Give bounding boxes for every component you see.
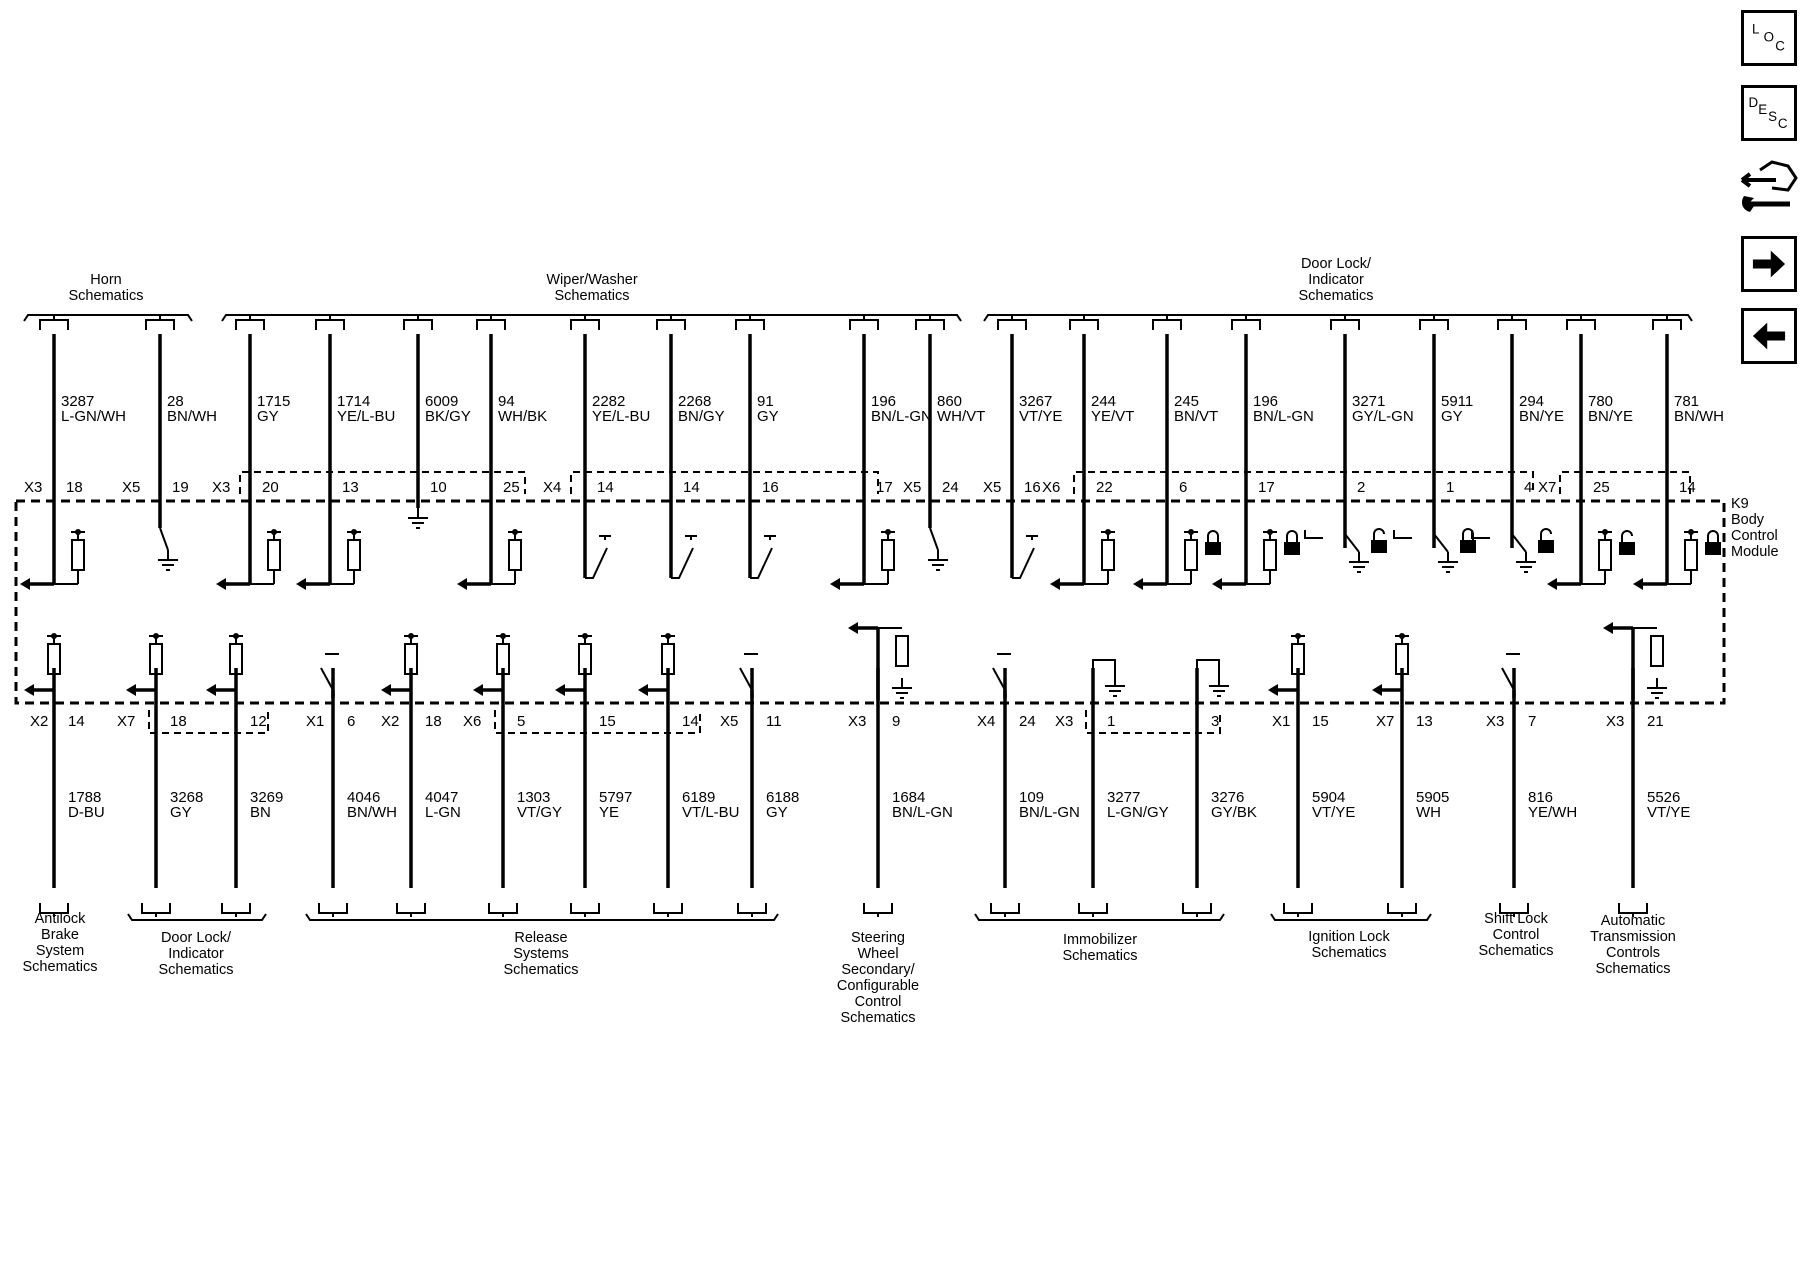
circuit-number: 860 — [937, 393, 963, 410]
circuit-number: 1715 — [257, 393, 291, 410]
bottom-group-label: Transmission — [1590, 929, 1676, 945]
circuit-number: 2268 — [678, 393, 712, 410]
pin-number: 18 — [170, 713, 187, 730]
bottom-group-label: Systems — [513, 946, 569, 962]
bottom-wire — [991, 654, 1080, 917]
wire-color: BN/L-GN — [1253, 408, 1314, 425]
circuit-number: 816 — [1528, 789, 1554, 806]
pin-number: 1 — [1107, 713, 1116, 730]
top-connector-label: X7 — [1538, 479, 1557, 496]
top-connector-label: X3 — [212, 479, 231, 496]
pin-number: 15 — [1312, 713, 1329, 730]
circuit-number: 3267 — [1019, 393, 1053, 410]
wire-color: YE/WH — [1528, 804, 1578, 821]
bottom-group-label: Release — [514, 930, 568, 946]
wire-color: BN/WH — [347, 804, 397, 821]
module-label-line: Control — [1731, 528, 1778, 544]
bottom-wire — [206, 633, 283, 917]
bottom-wire — [126, 633, 203, 917]
bottom-group-label: Schematics — [1478, 943, 1554, 959]
module-label-line: K9 — [1731, 496, 1749, 512]
top-wire — [1547, 316, 1635, 590]
pin-number: 14 — [1679, 479, 1696, 496]
wire-color: BN/VT — [1174, 408, 1219, 425]
circuit-number: 5526 — [1647, 789, 1681, 806]
module-label-line: Body — [1731, 512, 1765, 528]
top-wire — [1133, 316, 1221, 590]
top-wire — [296, 316, 395, 590]
pin-number: 24 — [1019, 713, 1036, 730]
bottom-connector-labels — [30, 713, 1624, 730]
pin-number: 11 — [766, 713, 782, 730]
top-connector-label: X5 — [122, 479, 141, 496]
circuit-number: 6189 — [682, 789, 716, 806]
top-wire — [736, 316, 779, 578]
bottom-group-label: Schematics — [158, 962, 234, 978]
wire-color: GY — [170, 804, 192, 821]
pin-number: 4 — [1524, 479, 1533, 496]
pin-number: 2 — [1357, 479, 1366, 496]
pin-number: 19 — [172, 479, 189, 496]
wire-color: BN/WH — [1674, 408, 1724, 425]
pin-number: 14 — [68, 713, 85, 730]
pin-number: 21 — [1647, 713, 1664, 730]
wire-color: BN/L-GN — [892, 804, 953, 821]
pin-number: 5 — [517, 713, 526, 730]
bottom-wire — [1268, 633, 1355, 917]
wire-color: VT/L-BU — [682, 804, 740, 821]
bottom-group-label: Wheel — [857, 946, 899, 962]
bottom-group-label: Control — [1492, 927, 1540, 943]
pin-number: 13 — [342, 479, 359, 496]
pin-number: 14 — [597, 479, 614, 496]
circuit-number: 1684 — [892, 789, 926, 806]
connector-wrench-icon — [1738, 152, 1800, 224]
arrow-right-icon — [1744, 239, 1794, 289]
top-connector-label: X5 — [903, 479, 922, 496]
bottom-connector-label: X1 — [1272, 713, 1291, 730]
pin-number: 15 — [599, 713, 616, 730]
top-wire — [916, 316, 985, 570]
circuit-number: 91 — [757, 393, 774, 410]
top-wire — [146, 316, 217, 570]
wire-color: YE/VT — [1091, 408, 1135, 425]
circuit-number: 5905 — [1416, 789, 1450, 806]
pin-number: 10 — [430, 479, 447, 496]
wire-color: YE — [599, 804, 620, 821]
bottom-wire — [1079, 660, 1169, 917]
wire-color: YE/L-BU — [592, 408, 651, 425]
top-wire — [20, 316, 126, 590]
circuit-number: 3271 — [1352, 393, 1386, 410]
circuit-number: 1714 — [337, 393, 371, 410]
bottom-connector-label: X3 — [1055, 713, 1074, 730]
arrow-left-icon — [1744, 311, 1794, 361]
wire-color: GY/L-GN — [1352, 408, 1414, 425]
bottom-group-label: Antilock — [34, 911, 86, 927]
connector-info-button[interactable] — [1738, 152, 1800, 224]
circuit-number: 3276 — [1211, 789, 1245, 806]
bottom-connector-label: X3 — [1606, 713, 1625, 730]
bottom-group-label: Schematics — [503, 962, 579, 978]
bottom-group-label: Schematics — [22, 959, 98, 975]
circuit-number: 294 — [1519, 393, 1545, 410]
bottom-wire — [381, 633, 461, 917]
pin-number: 18 — [66, 479, 83, 496]
pin-number: 9 — [892, 713, 901, 730]
pin-number: 17 — [1258, 479, 1275, 496]
pin-number: 6 — [1179, 479, 1188, 496]
bottom-wire — [1183, 660, 1257, 917]
top-connector-brackets — [240, 472, 1690, 494]
circuit-number: 1788 — [68, 789, 102, 806]
module-label-line: Module — [1731, 544, 1779, 560]
circuit-number: 5904 — [1312, 789, 1346, 806]
loc-letter: C — [1775, 38, 1785, 54]
bottom-group-labels — [23, 911, 1676, 1026]
circuit-number: 5911 — [1441, 393, 1474, 410]
bottom-connector-label: X3 — [848, 713, 867, 730]
top-wire — [216, 316, 290, 590]
bottom-connector-label: X6 — [463, 713, 482, 730]
loc-icon — [1744, 13, 1794, 63]
wire-color: BN/L-GN — [871, 408, 932, 425]
bottom-group-label: Automatic — [1600, 913, 1666, 929]
pin-number: 24 — [942, 479, 959, 496]
top-group-label: Schematics — [68, 288, 144, 304]
circuit-number: 4047 — [425, 789, 459, 806]
circuit-number: 1303 — [517, 789, 551, 806]
circuit-number: 5797 — [599, 789, 633, 806]
wire-color: L-GN — [425, 804, 461, 821]
circuit-number: 780 — [1588, 393, 1614, 410]
bottom-connector-label: X3 — [1486, 713, 1505, 730]
pin-number: 6 — [347, 713, 356, 730]
top-group-label: Indicator — [1308, 272, 1364, 288]
bottom-wire — [848, 622, 953, 917]
wire-color: L-GN/WH — [61, 408, 126, 425]
wire-color: WH — [1416, 804, 1441, 821]
wire-color: BN — [250, 804, 271, 821]
pin-number: 1 — [1446, 479, 1455, 496]
wire-color: BN/WH — [167, 408, 217, 425]
top-wire — [571, 316, 650, 578]
top-wire — [998, 316, 1062, 578]
circuit-number: 3277 — [1107, 789, 1141, 806]
wire-color: BN/L-GN — [1019, 804, 1080, 821]
top-wire — [1633, 316, 1724, 590]
desc-letter: D — [1748, 94, 1759, 110]
wire-color: VT/GY — [517, 804, 563, 821]
bottom-connector-label: X2 — [30, 713, 49, 730]
circuit-number: 781 — [1674, 393, 1700, 410]
bottom-wire — [1372, 633, 1449, 917]
circuit-number: 245 — [1174, 393, 1200, 410]
pin-number: 25 — [503, 479, 520, 496]
top-wire — [1394, 316, 1476, 572]
bottom-wire — [1603, 622, 1690, 917]
next-button[interactable] — [1741, 236, 1797, 292]
wire-color: GY — [257, 408, 279, 425]
desc-letter: E — [1758, 101, 1768, 117]
wire-color: VT/YE — [1647, 804, 1691, 821]
pin-number: 13 — [1416, 713, 1433, 730]
top-connector-label: X3 — [24, 479, 43, 496]
top-connector-label: X5 — [983, 479, 1002, 496]
top-connector-labels — [24, 479, 1556, 496]
desc-letter: C — [1777, 116, 1788, 132]
pin-number: 16 — [1024, 479, 1041, 496]
loc-button[interactable] — [1741, 10, 1797, 66]
wire-color: GY — [757, 408, 779, 425]
wire-color: YE/L-BU — [337, 408, 396, 425]
bottom-wire — [473, 633, 562, 917]
top-wire — [404, 316, 471, 528]
pin-number: 25 — [1593, 479, 1610, 496]
bottom-group-label: Brake — [41, 927, 79, 943]
pin-number: 17 — [876, 479, 893, 496]
circuit-number: 4046 — [347, 789, 381, 806]
bottom-connector-label: X4 — [977, 713, 996, 730]
bottom-group-label: Immobilizer — [1062, 932, 1138, 948]
top-group-label: Horn — [90, 272, 122, 288]
top-group-label: Door Lock/ — [1300, 256, 1372, 272]
wire-color: GY — [1441, 408, 1463, 425]
wire-color: BN/YE — [1588, 408, 1634, 425]
pin-number: 18 — [425, 713, 442, 730]
top-group-labels — [69, 256, 1374, 304]
wire-color: BN/GY — [678, 408, 725, 425]
circuit-number: 196 — [871, 393, 897, 410]
top-wire — [1050, 316, 1134, 590]
wire-color: GY — [766, 804, 788, 821]
top-wire — [1305, 316, 1414, 572]
circuit-number: 3269 — [250, 789, 284, 806]
desc-icon — [1744, 88, 1794, 138]
top-wire — [1472, 316, 1564, 572]
wire-color: WH/BK — [498, 408, 548, 425]
bottom-connector-label: X1 — [306, 713, 325, 730]
pin-number: 20 — [262, 479, 279, 496]
wire-color: VT/YE — [1019, 408, 1063, 425]
circuit-number: 3287 — [61, 393, 95, 410]
circuit-number: 109 — [1019, 789, 1045, 806]
top-group-label: Schematics — [554, 288, 630, 304]
bottom-group-label: Steering — [850, 930, 906, 946]
top-wires — [20, 316, 1724, 590]
loc-letter: O — [1763, 29, 1775, 45]
bottom-group-label: Configurable — [836, 978, 920, 994]
pin-number: 14 — [683, 479, 700, 496]
top-wire — [657, 316, 725, 578]
top-connector-label: X6 — [1042, 479, 1061, 496]
bottom-group-label: Controls — [1606, 945, 1660, 961]
wire-color: BN/YE — [1519, 408, 1565, 425]
desc-button[interactable] — [1741, 85, 1797, 141]
circuit-number: 6009 — [425, 393, 459, 410]
wire-color: D-BU — [68, 804, 105, 821]
bottom-group-label: Control — [854, 994, 902, 1010]
bottom-wire — [638, 633, 740, 917]
bottom-group-label: Schematics — [1311, 945, 1387, 961]
bottom-group-braces — [128, 914, 1431, 920]
bottom-group-label: Secondary/ — [841, 962, 915, 978]
bottom-connector-label: X2 — [381, 713, 400, 730]
wire-color: GY/BK — [1211, 804, 1257, 821]
wire-color: VT/YE — [1312, 804, 1356, 821]
circuit-number: 94 — [498, 393, 515, 410]
bottom-group-label: Ignition Lock — [1308, 929, 1390, 945]
top-group-label: Wiper/Washer — [546, 272, 638, 288]
bottom-group-label: Door Lock/ — [160, 930, 232, 946]
circuit-number: 28 — [167, 393, 184, 410]
pin-number: 22 — [1096, 479, 1113, 496]
bottom-wire — [1500, 654, 1577, 917]
bottom-wire — [555, 633, 632, 917]
top-group-label: Schematics — [1298, 288, 1374, 304]
bottom-connector-label: X7 — [117, 713, 136, 730]
bottom-wires — [24, 622, 1690, 917]
top-wire — [1212, 316, 1314, 590]
bottom-wire — [24, 633, 105, 917]
circuit-number: 244 — [1091, 393, 1117, 410]
bottom-group-label: Schematics — [840, 1010, 916, 1026]
wire-color: L-GN/GY — [1107, 804, 1169, 821]
bottom-group-label: Schematics — [1062, 948, 1138, 964]
wire-color: WH/VT — [937, 408, 986, 425]
circuit-number: 196 — [1253, 393, 1279, 410]
bottom-group-label: Shift Lock — [1484, 911, 1548, 927]
circuit-number: 2282 — [592, 393, 626, 410]
bottom-group-label: Schematics — [1595, 961, 1671, 977]
top-wire — [830, 316, 932, 590]
bottom-connector-label: X5 — [720, 713, 739, 730]
pin-number: 14 — [682, 713, 699, 730]
pin-number: 16 — [762, 479, 779, 496]
bottom-connector-label: X7 — [1376, 713, 1395, 730]
bottom-wire — [319, 654, 400, 917]
previous-button[interactable] — [1741, 308, 1797, 364]
bottom-group-label: Indicator — [168, 946, 224, 962]
top-connector-label: X4 — [543, 479, 562, 496]
pin-number: 3 — [1211, 713, 1220, 730]
loc-letter: L — [1752, 21, 1760, 37]
desc-letter: S — [1768, 109, 1778, 125]
circuit-number: 3268 — [170, 789, 204, 806]
bottom-wire — [738, 654, 799, 917]
wire-color: BK/GY — [425, 408, 471, 425]
bottom-group-label: System — [35, 943, 85, 959]
pin-number: 7 — [1528, 713, 1537, 730]
circuit-number: 6188 — [766, 789, 800, 806]
module-label — [1731, 496, 1779, 560]
pin-number: 12 — [250, 713, 267, 730]
top-wire — [457, 316, 547, 590]
